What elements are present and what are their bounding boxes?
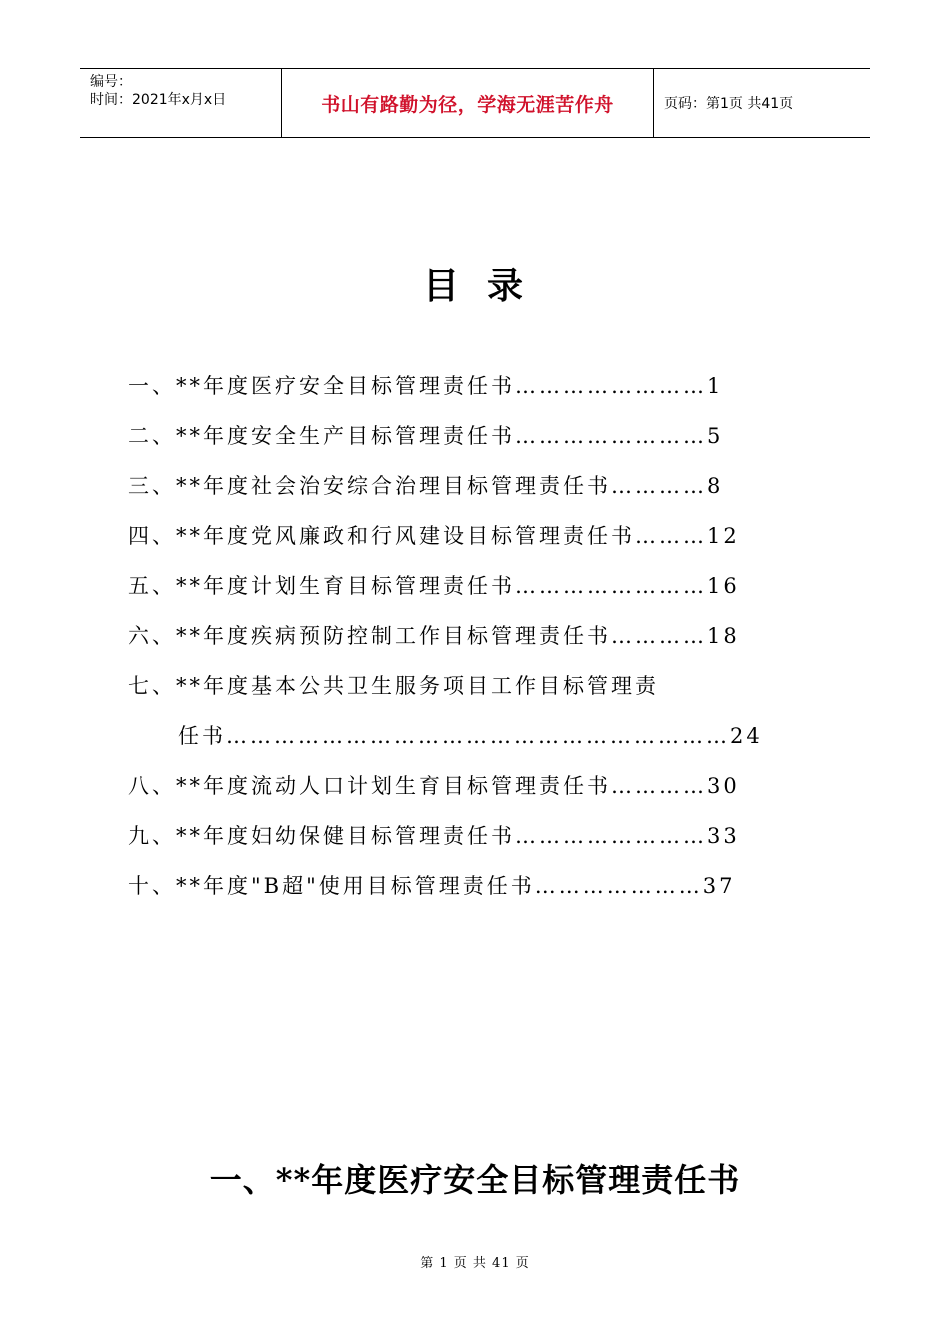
header-meta [80, 69, 282, 137]
header-page-info: 页码：第1页 共41页 [664, 96, 794, 112]
toc-entry-7-continued[interactable]: 任书………………………………………………………24 [178, 724, 763, 748]
toc-entry-7[interactable]: 七、**年度基本公共卫生服务项目工作目标管理责 [128, 674, 659, 698]
toc-entry-2[interactable]: 二、**年度安全生产目标管理责任书……………………5 [128, 424, 724, 448]
toc-title [0, 258, 950, 309]
toc-entry-9[interactable]: 九、**年度妇幼保健目标管理责任书……………………33 [128, 824, 740, 848]
toc-title-char-1: 目 [422, 266, 463, 307]
page-header [80, 68, 870, 138]
toc-entry-4[interactable]: 四、**年度党风廉政和行风建设目标管理责任书………12 [128, 524, 740, 548]
toc-entry-3[interactable]: 三、**年度社会治安综合治理目标管理责任书…………8 [128, 474, 724, 498]
toc-entry-5[interactable]: 五、**年度计划生育目标管理责任书……………………16 [128, 574, 740, 598]
document-time: 时间：2021年x月x日 [90, 92, 227, 108]
toc-entry-10[interactable]: 十、**年度"B超"使用目标管理责任书…………………37 [128, 874, 736, 898]
section-heading: 一、**年度医疗安全目标管理责任书 [209, 1161, 741, 1199]
page-footer: 第 1 页 共 41 页 [420, 1256, 530, 1271]
toc-title-char-2: 录 [487, 266, 528, 307]
document-number-label: 编号： [90, 74, 132, 90]
header-motto: 书山有路勤为径，学海无涯苦作舟 [282, 69, 654, 137]
table-of-contents [128, 365, 808, 915]
toc-entry-6[interactable]: 六、**年度疾病预防控制工作目标管理责任书…………18 [128, 624, 740, 648]
toc-entry-1[interactable]: 一、**年度医疗安全目标管理责任书……………………1 [128, 374, 724, 398]
toc-entry-8[interactable]: 八、**年度流动人口计划生育目标管理责任书…………30 [128, 774, 740, 798]
